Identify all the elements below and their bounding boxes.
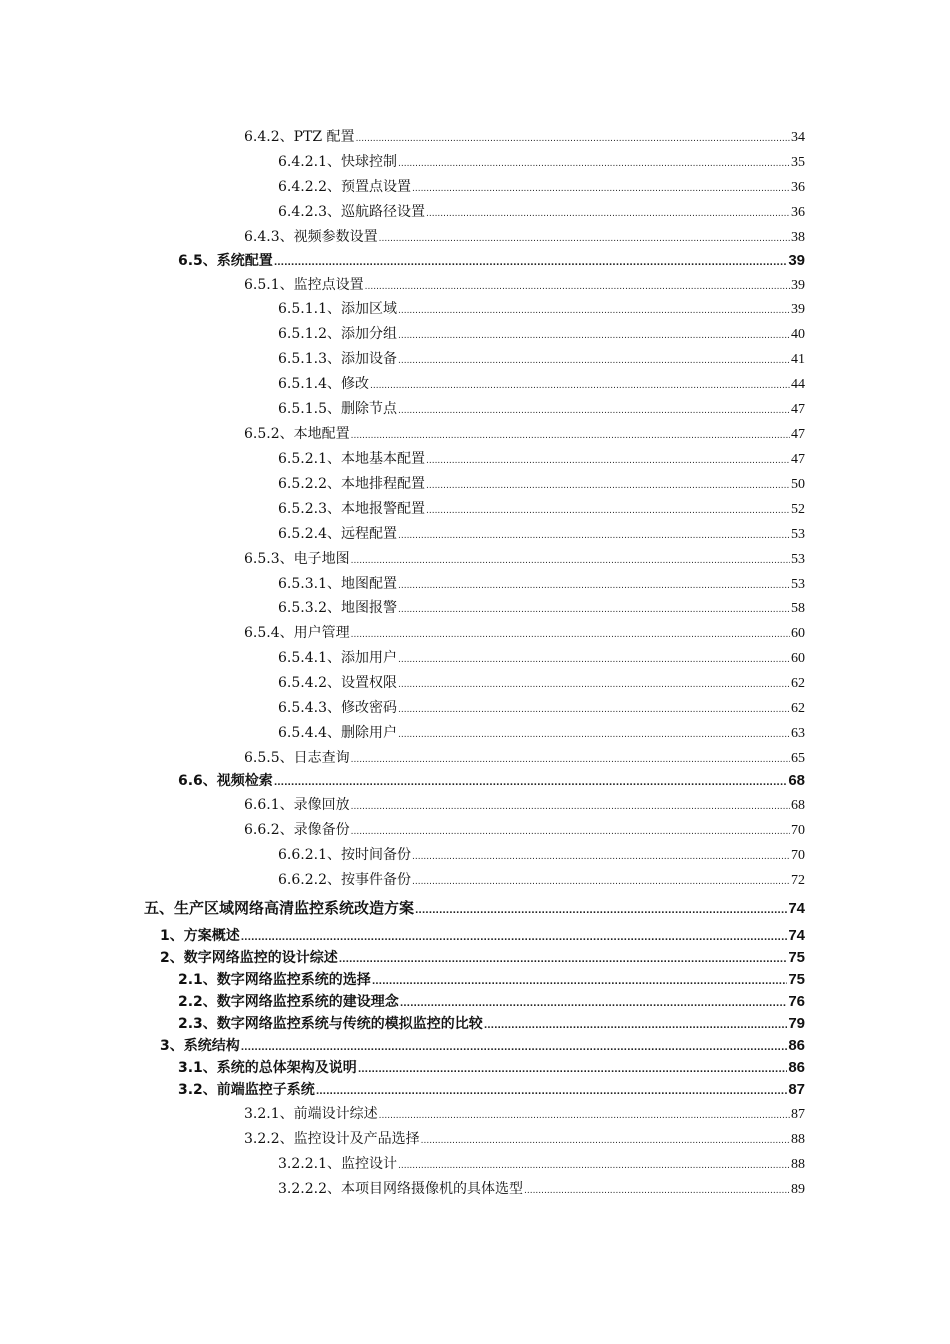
toc-entry-title: 6.5.2.2、本地排程配置 xyxy=(278,476,425,492)
toc-dot-leader xyxy=(241,1039,788,1057)
toc-entry-title: 五、生产区域网络高清监控系统改造方案 xyxy=(144,899,415,917)
toc-entry-page-number: 47 xyxy=(791,452,805,467)
toc-dot-leader xyxy=(426,477,790,495)
toc-entry-page-number: 53 xyxy=(791,552,805,567)
toc-entry-page-number: 68 xyxy=(791,798,805,813)
toc-entry-title: 6.5.4.2、设置权限 xyxy=(278,675,397,691)
toc-dot-leader xyxy=(398,701,790,719)
toc-entry-page-number: 76 xyxy=(788,993,805,1010)
toc-entry-title: 1、方案概述 xyxy=(160,928,240,944)
toc-dot-leader xyxy=(365,278,790,296)
toc-dot-leader xyxy=(412,873,790,891)
toc-dot-leader xyxy=(274,254,788,272)
toc-entry[interactable] xyxy=(278,178,805,198)
toc-entry[interactable] xyxy=(244,796,805,816)
toc-entry-page-number: 35 xyxy=(791,155,805,170)
toc-entry-title: 6.6、视频检索 xyxy=(178,773,273,789)
toc-dot-leader xyxy=(370,377,790,395)
toc-dot-leader xyxy=(356,130,790,148)
toc-entry-title: 6.5.1.1、添加区域 xyxy=(278,301,397,317)
toc-entry-page-number: 41 xyxy=(791,352,805,367)
toc-entry-page-number: 79 xyxy=(788,1015,805,1032)
toc-entry-title: 6.5、系统配置 xyxy=(178,253,273,269)
toc-dot-leader xyxy=(351,798,790,816)
toc-dot-leader xyxy=(400,995,788,1013)
toc-dot-leader xyxy=(426,205,790,223)
toc-entry[interactable] xyxy=(278,350,805,370)
toc-dot-leader xyxy=(351,552,790,570)
toc-entry-page-number: 44 xyxy=(791,377,805,392)
toc-entry[interactable] xyxy=(178,1081,805,1101)
toc-entry[interactable] xyxy=(278,724,805,744)
toc-entry[interactable] xyxy=(178,252,805,272)
toc-entry-page-number: 36 xyxy=(791,180,805,195)
toc-entry[interactable] xyxy=(244,1130,805,1150)
toc-entry-title: 6.5.4.4、删除用户 xyxy=(278,725,397,741)
toc-entry[interactable] xyxy=(244,821,805,841)
toc-entry[interactable] xyxy=(244,425,805,445)
toc-entry-page-number: 47 xyxy=(791,402,805,417)
toc-dot-leader xyxy=(412,180,790,198)
toc-entry-title: 6.5.4.1、添加用户 xyxy=(278,650,397,666)
toc-entry[interactable] xyxy=(278,1155,805,1175)
toc-dot-leader xyxy=(398,1157,790,1175)
toc-entry[interactable] xyxy=(244,624,805,644)
toc-entry-title: 6.5.2.1、本地基本配置 xyxy=(278,451,425,467)
toc-entry-page-number: 60 xyxy=(791,651,805,666)
toc-entry[interactable] xyxy=(244,749,805,769)
toc-entry-title: 6.4.3、视频参数设置 xyxy=(244,229,378,245)
toc-entry-title: 3.1、系统的总体架构及说明 xyxy=(178,1060,357,1076)
toc-entry-title: 6.5.1、监控点设置 xyxy=(244,277,364,293)
toc-entry[interactable] xyxy=(278,846,805,866)
toc-dot-leader xyxy=(421,1132,790,1150)
toc-entry-title: 6.5.3.1、地图配置 xyxy=(278,576,397,592)
toc-dot-leader xyxy=(398,155,790,173)
toc-entry-page-number: 36 xyxy=(791,205,805,220)
toc-entry-page-number: 52 xyxy=(791,502,805,517)
toc-entry[interactable] xyxy=(278,599,805,619)
toc-entry-page-number: 62 xyxy=(791,701,805,716)
toc-dot-leader xyxy=(398,302,790,320)
toc-entry-page-number: 70 xyxy=(791,848,805,863)
toc-entry[interactable] xyxy=(178,993,805,1013)
toc-dot-leader xyxy=(316,1083,788,1101)
toc-dot-leader xyxy=(358,1061,788,1079)
toc-entry[interactable] xyxy=(278,400,805,420)
toc-entry-title: 2、数字网络监控的设计综述 xyxy=(160,950,338,966)
toc-entry-page-number: 34 xyxy=(791,130,805,145)
toc-dot-leader xyxy=(426,452,790,470)
toc-entry[interactable] xyxy=(160,1037,805,1057)
toc-entry[interactable] xyxy=(244,1105,805,1125)
toc-entry[interactable] xyxy=(278,475,805,495)
toc-entry[interactable] xyxy=(178,971,805,991)
toc-entry[interactable] xyxy=(278,699,805,719)
toc-entry[interactable] xyxy=(244,228,805,248)
toc-entry-page-number: 74 xyxy=(788,927,805,944)
toc-entry-page-number: 39 xyxy=(791,278,805,293)
toc-entry-title: 2.3、数字网络监控系统与传统的模拟监控的比较 xyxy=(178,1016,483,1032)
toc-entry-page-number: 70 xyxy=(791,823,805,838)
toc-entry-title: 6.5.5、日志查询 xyxy=(244,750,350,766)
toc-entry-page-number: 47 xyxy=(791,427,805,442)
toc-entry-title: 6.6.2.2、按事件备份 xyxy=(278,872,411,888)
toc-entry[interactable] xyxy=(278,575,805,595)
toc-entry-title: 6.4.2.1、快球控制 xyxy=(278,154,397,170)
toc-entry[interactable] xyxy=(160,949,805,969)
toc-dot-leader xyxy=(379,230,790,248)
toc-entry[interactable] xyxy=(144,899,805,920)
toc-entry-page-number: 88 xyxy=(791,1157,805,1172)
toc-entry-page-number: 75 xyxy=(788,971,805,988)
toc-entry-page-number: 89 xyxy=(791,1182,805,1197)
toc-entry[interactable] xyxy=(244,276,805,296)
toc-dot-leader xyxy=(412,848,790,866)
toc-entry[interactable] xyxy=(244,550,805,570)
toc-entry-page-number: 39 xyxy=(791,302,805,317)
toc-entry-title: 6.6.2、录像备份 xyxy=(244,822,350,838)
toc-entry-title: 3.2.2.1、监控设计 xyxy=(278,1156,397,1172)
toc-entry[interactable] xyxy=(278,525,805,545)
toc-entry-title: 6.5.1.2、添加分组 xyxy=(278,326,397,342)
toc-dot-leader xyxy=(351,626,790,644)
toc-dot-leader xyxy=(398,676,790,694)
toc-entry-page-number: 86 xyxy=(788,1059,805,1076)
toc-entry-page-number: 40 xyxy=(791,327,805,342)
toc-entry-title: 6.5.2、本地配置 xyxy=(244,426,350,442)
toc-entry-title: 6.5.1.5、删除节点 xyxy=(278,401,397,417)
toc-entry-title: 2.2、数字网络监控系统的建设理念 xyxy=(178,994,399,1010)
toc-entry-title: 3.2.1、前端设计综述 xyxy=(244,1106,378,1122)
toc-entry[interactable] xyxy=(278,153,805,173)
toc-entry-title: 6.5.1.3、添加设备 xyxy=(278,351,397,367)
toc-entry[interactable] xyxy=(160,927,805,947)
toc-entry[interactable] xyxy=(278,1180,805,1200)
toc-entry-page-number: 88 xyxy=(791,1132,805,1147)
toc-entry[interactable] xyxy=(178,1059,805,1079)
toc-dot-leader xyxy=(398,651,790,669)
toc-entry-page-number: 87 xyxy=(791,1107,805,1122)
toc-entry-page-number: 58 xyxy=(791,601,805,616)
toc-dot-leader xyxy=(398,352,790,370)
toc-entry[interactable] xyxy=(278,500,805,520)
toc-entry-page-number: 68 xyxy=(788,772,805,789)
toc-entry-title: 6.4.2.2、预置点设置 xyxy=(278,179,411,195)
toc-dot-leader xyxy=(426,502,790,520)
toc-entry-title: 2.1、数字网络监控系统的选择 xyxy=(178,972,371,988)
toc-entry-page-number: 50 xyxy=(791,477,805,492)
toc-entry-title: 6.4.2.3、巡航路径设置 xyxy=(278,204,425,220)
toc-entry-page-number: 39 xyxy=(788,252,805,269)
toc-entry-page-number: 60 xyxy=(791,626,805,641)
toc-dot-leader xyxy=(351,751,790,769)
toc-dot-leader xyxy=(398,601,790,619)
toc-dot-leader xyxy=(241,929,788,947)
toc-dot-leader xyxy=(274,774,788,792)
toc-entry-page-number: 72 xyxy=(791,873,805,888)
toc-entry-title: 6.5.4、用户管理 xyxy=(244,625,350,641)
toc-entry[interactable] xyxy=(244,128,805,148)
toc-entry[interactable] xyxy=(278,203,805,223)
toc-entry-title: 3、系统结构 xyxy=(160,1038,240,1054)
toc-dot-leader xyxy=(351,427,790,445)
toc-entry-page-number: 65 xyxy=(791,751,805,766)
toc-entry-title: 3.2.2.2、本项目网络摄像机的具体选型 xyxy=(278,1181,523,1197)
toc-dot-leader xyxy=(351,823,790,841)
toc-entry-title: 3.2.2、监控设计及产品选择 xyxy=(244,1131,420,1147)
toc-entry-page-number: 74 xyxy=(788,900,805,917)
toc-entry[interactable] xyxy=(278,649,805,669)
toc-entry-title: 6.5.1.4、修改 xyxy=(278,376,369,392)
toc-dot-leader xyxy=(398,527,790,545)
toc-entry-page-number: 63 xyxy=(791,726,805,741)
toc-entry-page-number: 86 xyxy=(788,1037,805,1054)
toc-dot-leader xyxy=(398,577,790,595)
toc-entry-title: 6.6.2.1、按时间备份 xyxy=(278,847,411,863)
toc-entry-title: 6.6.1、录像回放 xyxy=(244,797,350,813)
toc-entry[interactable] xyxy=(178,772,805,792)
toc-entry-page-number: 75 xyxy=(788,949,805,966)
toc-dot-leader xyxy=(524,1182,790,1200)
toc-dot-leader xyxy=(379,1107,790,1125)
toc-entry[interactable] xyxy=(278,375,805,395)
toc-dot-leader xyxy=(484,1017,788,1035)
toc-dot-leader xyxy=(398,726,790,744)
toc-entry-title: 6.5.4.3、修改密码 xyxy=(278,700,397,716)
toc-entry[interactable] xyxy=(278,674,805,694)
toc-entry[interactable] xyxy=(278,325,805,345)
toc-dot-leader xyxy=(415,902,787,920)
toc-dot-leader xyxy=(398,402,790,420)
toc-entry[interactable] xyxy=(278,300,805,320)
toc-entry[interactable] xyxy=(278,450,805,470)
toc-entry-title: 6.5.3、电子地图 xyxy=(244,551,350,567)
toc-dot-leader xyxy=(339,951,788,969)
toc-entry-title: 6.5.2.3、本地报警配置 xyxy=(278,501,425,517)
toc-entry-page-number: 53 xyxy=(791,577,805,592)
toc-dot-leader xyxy=(372,973,788,991)
toc-entry[interactable] xyxy=(278,871,805,891)
toc-entry-page-number: 87 xyxy=(788,1081,805,1098)
toc-entry-page-number: 38 xyxy=(791,230,805,245)
toc-entry-title: 6.5.3.2、地图报警 xyxy=(278,600,397,616)
toc-entry-title: 3.2、前端监控子系统 xyxy=(178,1082,315,1098)
toc-entry-page-number: 62 xyxy=(791,676,805,691)
toc-entry[interactable] xyxy=(178,1015,805,1035)
toc-entry-title: 6.5.2.4、远程配置 xyxy=(278,526,397,542)
toc-entry-title: 6.4.2、PTZ 配置 xyxy=(244,129,355,145)
toc-entry-page-number: 53 xyxy=(791,527,805,542)
toc-dot-leader xyxy=(398,327,790,345)
